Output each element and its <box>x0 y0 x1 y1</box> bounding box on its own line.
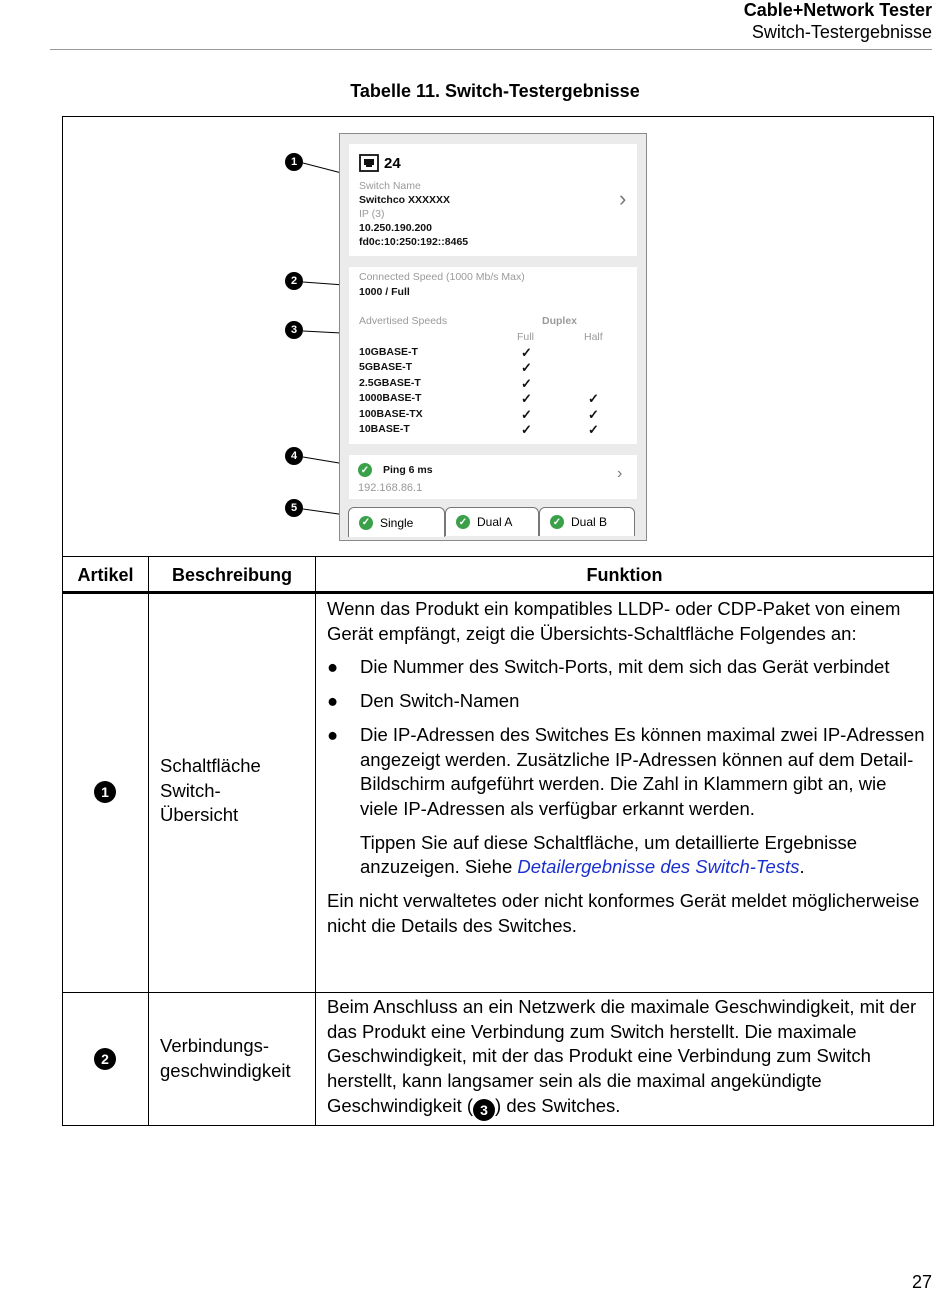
switch-name-label: Switch Name <box>359 180 421 192</box>
ip-v6-value: fd0c:10:250:192::8465 <box>359 236 469 248</box>
header-divider <box>50 49 932 50</box>
device-screenshot <box>339 133 647 541</box>
full-check-icon: ✓ <box>521 422 532 437</box>
connected-speed-label: Connected Speed (1000 Mb/s Max) <box>359 271 525 283</box>
port-number: 24 <box>384 154 401 172</box>
ping-ip: 192.168.86.1 <box>358 482 423 494</box>
half-check-icon: ✓ <box>588 407 599 422</box>
row-function <box>327 995 929 1121</box>
document-header-title: Cable+Network Tester <box>743 0 932 20</box>
description-line: Übersicht <box>160 804 239 825</box>
switch-name-value: Switchco XXXXXX <box>359 194 451 206</box>
function-outro: Ein nicht verwaltetes oder nicht konformes Gerät meldet möglicherweise nicht die Details des Switches. <box>327 890 920 936</box>
table-caption: Tabelle 11. Switch-Testergebnisse <box>350 81 640 101</box>
full-check-icon: ✓ <box>521 391 532 406</box>
tap-text: Tippen Sie auf diese Schaltfläche, um detaillierte Ergebnisse anzuzeigen. Siehe <box>360 831 858 878</box>
list-item <box>327 655 929 680</box>
detail-results-link[interactable]: Detailergebnisse des Switch-Tests <box>517 856 800 878</box>
results-table <box>62 116 934 1126</box>
bullet-icon: ● <box>327 690 339 712</box>
column-divider <box>148 557 149 1126</box>
item-reference-3: 3 <box>473 1099 495 1121</box>
column-divider <box>315 557 316 1126</box>
header-separator <box>63 591 933 594</box>
full-header: Full <box>517 331 534 343</box>
callout-4: 4 <box>285 447 303 465</box>
function-intro: Wenn das Produkt ein kompatibles LLDP- oder CDP-Paket von einem Gerät empfängt, zeigt die Übersichts-Schaltfläche Folgendes an: <box>327 598 901 644</box>
list-item-text: Den Switch-Namen <box>360 690 520 712</box>
row-function <box>327 597 929 938</box>
full-check-icon: ✓ <box>521 407 532 422</box>
row-description <box>160 754 261 828</box>
duplex-header: Duplex <box>542 315 578 327</box>
advertised-speeds-label: Advertised Speeds <box>359 315 448 327</box>
row-description <box>160 1034 291 1083</box>
switch-summary-button[interactable] <box>349 144 637 256</box>
function-text <box>327 995 929 1121</box>
callout-5: 5 <box>285 499 303 517</box>
chevron-right-icon: › <box>619 186 627 211</box>
speed-name: 10GBASE-T <box>359 346 418 358</box>
tap-text-end: . <box>799 856 805 878</box>
speed-name: 5GBASE-T <box>359 361 413 373</box>
list-item <box>327 723 929 822</box>
description-line: Schaltfläche <box>160 755 261 776</box>
description-line: geschwindigkeit <box>160 1059 291 1081</box>
list-item-text: Die IP-Adressen des Switches Es können maximal zwei IP-Adressen angezeigt werden. Zusätzliche IP-Adressen können auf dem Detail-Bildschirm aufgeführt werden. Die Zahl in Klammern gibt an, wie viele IP-Adressen als verfügbar erkannt werden. <box>360 723 925 819</box>
full-check-icon: ✓ <box>521 360 532 375</box>
function-text-part: ) des Switches. <box>495 1094 621 1116</box>
list-item-text: Die Nummer des Switch-Ports, mit dem sich das Gerät verbindet <box>360 656 890 678</box>
column-header-funktion: Funktion <box>586 564 663 585</box>
document-header-subtitle: Switch-Testergebnisse <box>751 22 932 42</box>
chevron-right-icon: › <box>617 465 623 482</box>
tab-single[interactable] <box>348 507 445 537</box>
speed-card <box>349 267 637 444</box>
callout-1: 1 <box>285 153 303 171</box>
pass-check-icon: ✓ <box>359 516 373 530</box>
connected-speed-value: 1000 / Full <box>359 286 410 298</box>
speed-name: 2.5GBASE-T <box>359 377 421 389</box>
ip-label: IP (3) <box>359 208 385 220</box>
ping-label: Ping 6 ms <box>383 464 433 476</box>
bullet-icon: ● <box>327 723 339 745</box>
item-number-2: 2 <box>94 1048 116 1070</box>
ethernet-port-icon <box>359 154 379 172</box>
full-check-icon: ✓ <box>521 345 532 360</box>
ip-v4-value: 10.250.190.200 <box>359 222 432 234</box>
pass-check-icon: ✓ <box>456 515 470 529</box>
row-divider <box>63 992 933 993</box>
full-check-icon: ✓ <box>521 376 532 391</box>
half-check-icon: ✓ <box>588 391 599 406</box>
ping-button[interactable] <box>349 455 637 499</box>
tab-dual-b[interactable] <box>539 507 635 536</box>
half-check-icon: ✓ <box>588 422 599 437</box>
callout-2: 2 <box>285 272 303 290</box>
item-number-1: 1 <box>94 781 116 803</box>
tab-label: Single <box>380 515 414 530</box>
tap-instruction <box>327 831 929 880</box>
column-header-artikel: Artikel <box>77 564 134 585</box>
page-number: 27 <box>911 1272 932 1292</box>
list-item <box>327 689 929 714</box>
pass-check-icon: ✓ <box>358 463 372 477</box>
callout-3: 3 <box>285 321 303 339</box>
column-header-beschreibung: Beschreibung <box>171 564 293 585</box>
bullet-icon: ● <box>327 656 339 678</box>
pass-check-icon: ✓ <box>550 515 564 529</box>
description-line: Verbindungs- <box>160 1035 270 1056</box>
tab-label: Dual B <box>571 515 608 529</box>
tab-label: Dual A <box>477 515 513 529</box>
description-line: Switch- <box>160 779 221 801</box>
function-text-part: Beim Anschluss an ein Netzwerk die maximale Geschwindigkeit, mit der das Produkt eine Verbindung zum Switch herstellt. Die maximale Geschwindigkeit, mit der das Produkt eine Verbindung zum Switch herstellt, kann langsamer sein als die maximal angekündigte Geschwindigkeit ( <box>327 996 917 1116</box>
figure-cell <box>63 117 933 557</box>
half-header: Half <box>584 331 603 343</box>
speed-name: 100BASE-TX <box>359 408 423 420</box>
speed-name: 1000BASE-T <box>359 392 422 404</box>
speed-name: 10BASE-T <box>359 423 410 435</box>
tab-dual-a[interactable] <box>445 507 539 536</box>
